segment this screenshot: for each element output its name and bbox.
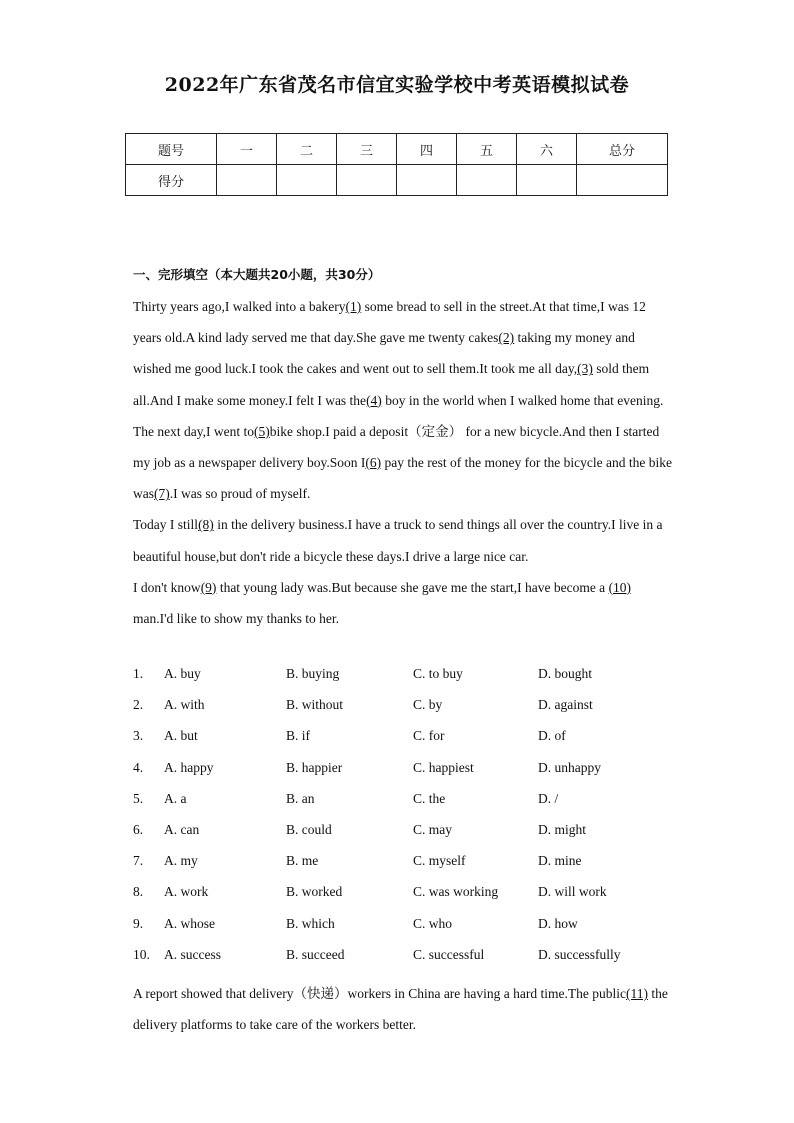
score-cell[interactable]: [517, 165, 577, 196]
question-number: 10.: [133, 946, 150, 962]
question-number: 3.: [133, 728, 144, 744]
score-cell[interactable]: [457, 165, 517, 196]
option-c[interactable]: C. to buy: [413, 666, 463, 681]
question-row: [133, 822, 673, 853]
passage-text: The next day,I went to: [133, 423, 254, 439]
option-b[interactable]: B. which: [286, 915, 335, 931]
option-d[interactable]: D. successfully: [538, 946, 621, 962]
question-row: [133, 697, 673, 728]
passage-text: the delivery platforms to take care of the workers better.: [133, 986, 668, 1033]
blank-number: (5): [253, 423, 270, 439]
passage-paragraph: [133, 509, 673, 571]
option-d[interactable]: D. against: [538, 697, 593, 713]
option-c[interactable]: C. who: [413, 915, 453, 931]
passage-text: Today I still: [133, 517, 199, 533]
option-d[interactable]: D. mine: [538, 853, 582, 869]
question-row: [133, 916, 673, 947]
question-number: 1.: [133, 666, 144, 681]
passage-paragraph: [133, 416, 673, 510]
passage-text: I don't know: [133, 579, 201, 595]
option-c[interactable]: C. by: [413, 697, 443, 713]
cloze-passage-1: [133, 291, 673, 634]
option-c[interactable]: C. may: [413, 822, 452, 837]
document-title: 2022年广东省茂名市信宜实验学校中考英语模拟试卷: [164, 74, 630, 96]
passage-text: taking my money and wished me good luck.I took the cakes and went out to sell them.It took me all day,: [133, 330, 635, 377]
section-points: 30: [337, 267, 356, 282]
question-row: [133, 728, 673, 759]
option-a[interactable]: A. whose: [164, 915, 215, 931]
question-number: 2.: [133, 697, 144, 713]
option-c[interactable]: C. was working: [413, 884, 499, 900]
option-c[interactable]: C. the: [413, 790, 446, 806]
question-row: [133, 947, 673, 978]
question-number: 8.: [133, 884, 144, 900]
passage-text: A report showed that delivery（快递）workers in China are having a hard time.The public: [133, 986, 626, 1001]
section-heading: [133, 265, 380, 283]
score-table-header-row: [126, 134, 668, 165]
passage-text: Thirty years ago,I walked into a bakery: [133, 299, 346, 314]
question-number: 9.: [133, 915, 144, 931]
passage-text: pay the rest of the money for the bicycle and the bike was: [133, 455, 672, 502]
passage-text: boy in the world when I walked home that evening.: [381, 392, 664, 408]
blank-number: (8): [198, 517, 214, 533]
option-b[interactable]: B. me: [286, 853, 319, 869]
option-a[interactable]: A. happy: [164, 759, 214, 775]
score-cell[interactable]: [277, 165, 337, 196]
passage-paragraph: [133, 291, 673, 416]
option-d[interactable]: D. bought: [538, 666, 592, 681]
score-table: [125, 133, 668, 196]
blank-number: (7): [154, 486, 170, 502]
score-header-cell: 五: [457, 134, 517, 165]
score-cell[interactable]: [337, 165, 397, 196]
option-c[interactable]: C. for: [413, 728, 445, 744]
section-label-mid: 小题，共: [287, 267, 338, 282]
option-a[interactable]: A. a: [164, 790, 187, 806]
option-d[interactable]: D. of: [538, 728, 566, 744]
question-row: [133, 853, 673, 884]
option-b[interactable]: B. without: [286, 697, 344, 713]
passage-paragraph: [133, 572, 673, 634]
option-b[interactable]: B. succeed: [286, 946, 345, 962]
option-d[interactable]: D. might: [538, 822, 587, 837]
option-a[interactable]: A. buy: [164, 666, 201, 681]
passage-text: sold them all.And I make some money.I felt I was the: [133, 361, 650, 408]
option-c[interactable]: C. successful: [413, 946, 485, 962]
option-a[interactable]: A. but: [164, 728, 198, 744]
score-header-cell: 一: [217, 134, 277, 165]
score-table-score-row: [126, 165, 668, 196]
score-header-cell: 六: [517, 134, 577, 165]
blank-number: (3): [577, 361, 593, 377]
score-header-cell: 题号: [126, 134, 217, 165]
blank-number: (1): [345, 299, 362, 314]
passage-text: that young lady was.But because she gave me the start,I have become a: [216, 579, 609, 595]
section-question-count: 20: [270, 267, 288, 282]
option-b[interactable]: B. worked: [286, 884, 343, 900]
score-header-cell: 二: [277, 134, 337, 165]
blank-number: (2): [498, 330, 515, 346]
blank-number: (6): [365, 455, 382, 471]
blank-number: (11): [626, 986, 648, 1001]
passage-paragraph: [133, 978, 673, 1040]
option-b[interactable]: B. buying: [286, 666, 340, 681]
option-c[interactable]: C. happiest: [413, 759, 474, 775]
question-number: 6.: [133, 822, 144, 837]
score-header-cell: 四: [397, 134, 457, 165]
blank-number: (4): [366, 392, 382, 408]
score-cell[interactable]: [217, 165, 277, 196]
question-number: 5.: [133, 790, 144, 806]
option-b[interactable]: B. could: [286, 822, 332, 837]
score-cell[interactable]: [577, 165, 668, 196]
option-a[interactable]: A. with: [164, 697, 205, 713]
option-a[interactable]: A. work: [164, 884, 209, 900]
section-label-end: 分）: [355, 267, 381, 282]
option-b[interactable]: B. happier: [286, 759, 343, 775]
passage-text: .I was so proud of myself.: [169, 486, 311, 502]
section-label: 一、完形填空（本大题共: [133, 267, 271, 282]
question-number: 7.: [133, 853, 144, 869]
passage-text: in the delivery business.I have a truck to send things all over the country.I live in a beautiful house,but don't ride a bicycle these days.I drive a large nice car.: [133, 517, 663, 564]
option-b[interactable]: B. an: [286, 790, 315, 806]
passage-text: bike shop.I paid a deposit（定金） for a new bicycle.And then I started my job as a newspaper delivery boy.Soon I: [133, 423, 660, 471]
blank-number: (10): [608, 579, 632, 595]
option-d[interactable]: D. will work: [538, 884, 607, 900]
passage-text: man.I'd like to show my thanks to her.: [133, 611, 340, 627]
score-header-cell: 总分: [577, 134, 668, 165]
question-number: 4.: [133, 759, 144, 775]
option-c[interactable]: C. myself: [413, 853, 466, 869]
cloze-passage-2: [133, 978, 673, 1040]
option-b[interactable]: B. if: [286, 728, 311, 744]
question-row: [133, 666, 673, 697]
score-header-cell: 三: [337, 134, 397, 165]
blank-number: (9): [200, 579, 217, 595]
question-row: [133, 791, 673, 822]
option-d[interactable]: D. how: [538, 915, 578, 931]
option-d[interactable]: D. unhappy: [538, 759, 601, 775]
question-row: [133, 760, 673, 791]
option-a[interactable]: A. my: [164, 853, 198, 869]
option-a[interactable]: A. can: [164, 822, 200, 837]
score-cell[interactable]: [397, 165, 457, 196]
option-a[interactable]: A. success: [164, 946, 221, 962]
option-d[interactable]: D. /: [538, 790, 559, 806]
question-row: [133, 884, 673, 915]
score-row-label: 得分: [126, 165, 217, 196]
passage-text: some bread to sell in the street.At that time,I was 12 years old.A kind lady served me that day.She gave me twenty cakes: [133, 299, 646, 346]
